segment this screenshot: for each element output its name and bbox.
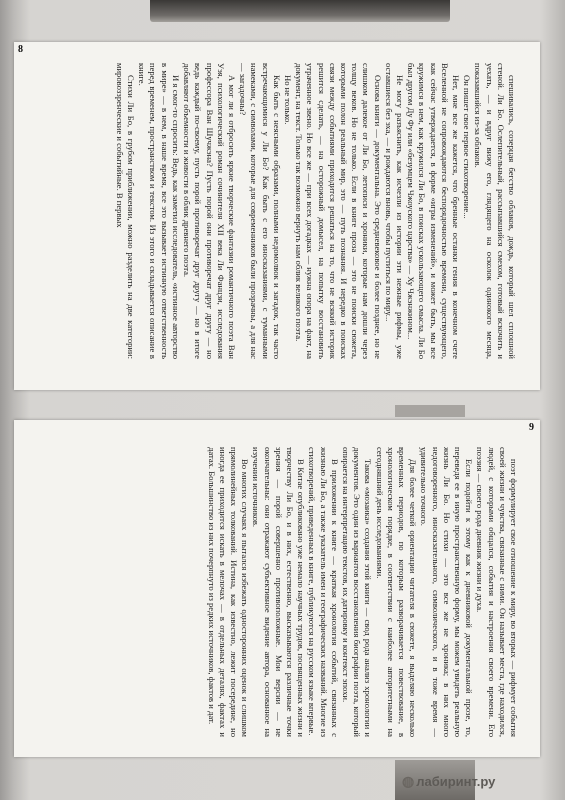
paragraph: Если подойти к этому как к дневниковой документальной прозе, то, переведя ее в иную пространственную форму, мы можем увидеть реальную жизнь Ли Бо. Но стихи — это все же не хроника; в них много недоговоренного, иносказательного, символического, и в тоже время — удивительно точного. <box>419 446 475 737</box>
paragraph: Такова «мозаика» создания этой книги — свод рода анализ хронологии и документов. Это один из вариантов восстановления биографии поэта, который опирается на интерпретацию текстов, их датировку и контекст эпохи. <box>340 446 374 737</box>
watermark-text: лабиринт.ру <box>416 774 496 789</box>
binder-clip-top <box>150 0 450 22</box>
binder-clip-middle <box>395 405 465 417</box>
paragraph: Основа книги — документальна. Это средневековое и более позднее, но не слишком далекое от Ли Бо, летописи и хроники, которые нам дошли через толщу веков. Но не только. Если в книге проза — это не поиски сюжета, которыми полон реальный мир, это — путь познания. И нередко в поисках связи между событиями приходится решаться на то, что не всякий историк решится сделать, — на осторожный домысел, на попытку восстановить утраченное звено. Но все же — при всех догадках — нужна опора на факт, на документ, на текст. Только так возможно вернуть нам облик великого поэта. <box>294 63 383 359</box>
paragraph: И я смог-то спросить: Ведь, как заметил исследователь, «истинное авторство в мире» — в нем, в наше время, все это вызывает истинную ответственность перед временем, пространством и текстом. Из этого и складывается описание в книге. <box>137 63 181 359</box>
book-page-left <box>14 42 540 390</box>
paragraph: Для более четкой ориентации читателя в сюжете, я выделяю несколько временных периодов, по которым разворачивается повествование, в хронологическом порядке, в соответствии с наиболее авторитетными на сегодняшний день исследованиями. <box>374 446 419 737</box>
book-page-right <box>14 420 540 757</box>
paragraph: Он пишет свое первое стихотворение... <box>462 75 473 219</box>
paragraph: Как быть с неясными образами, полными недомолвок и загадок, так часто встречающимися у Ли Бо? Как быть с его иносказаниями, с туманными намеками, с символами, которые для современников были прозрачны, а для нас — загадочны? <box>238 63 282 359</box>
paragraph: А мог ли я отбросить яркие творческие фантазии романтичного поэта Ван Уэя, психологический роман сочинителя XII века Ли Фанцзи, исследования профессора Ван Шучжэна? Пусть порой они противоречат друг другу — но ведь каждый по-своему, пусть порой противоречат друг другу — но в итоге добавляют объемности и живости в облик древнего поэта. <box>182 63 237 359</box>
paragraph: Во многих случаях я пытался избежать односторонних оценок и слишком прямолинейных толкований. Истина, как известно, лежит посередине, но иногда ее приходится искать в мелочах — в отдельных деталях, фактах и датах. Большинство из них почерпнуто из редких источников, фактов и дат. <box>206 446 251 737</box>
paragraph: Но не только. <box>282 75 293 125</box>
page-number: 9 <box>529 422 534 433</box>
watermark <box>402 773 495 790</box>
paragraph: спешивались, созерцая бегство облаков, дождь, который шел сплошной стеной. Ли Бо. Ослепительный, рассыпавшийся смехом, готовый вскочить и уехать, — и вдруг вижу его, глядящего на осколок одинокого месяца, показавшийся из-за облаков. <box>473 63 517 359</box>
page-number: 8 <box>18 44 23 55</box>
paragraph: поэт формулирует свое отношение к миру, во вторых — рифмует события своей жизни и чувства, связанные с ними. Он называет места, где находился, людей, с которыми общался, события и настроения своего времени. Его поэзия — своего рода дневник жизни и духа. <box>475 446 519 737</box>
paragraph: В приложении к книге — краткая хронология событий, связанных с жизнью Ли Бо, а также указатель имен и географических названий. Многие из стихотворений, приведенных в книге, публикуются на русском языке впервые. <box>307 446 340 737</box>
labirint-logo-icon: ◍ <box>402 773 415 789</box>
paragraph: Нет, мне все же кажется, что бренные останки гения в конечном счете Вселенной не сопровождаются беспорядочностью времени, существующего, как сейчас утверждается, в форме «игры изменений», и может быть, мы все кружимся в нем, как кружился Ли Бо, в поисках ускользающего смысла. Ли Бо был другом Ду Фу или «безумцем Чжоуского царства» — Ху Чжэнжином... <box>406 63 461 359</box>
paragraph: Не могу разъяснить, как исчезли из истории эти нежные рифмы, уже оставшиеся без эха, — и рождаются вновь, чтобы пуститься по миру... <box>383 63 405 359</box>
page-text-block <box>27 55 527 377</box>
page-text-block <box>27 431 527 747</box>
paragraph: В Китае опубликовано уже немало научных трудов, посвященных жизни и творчеству Ли Бо, и в них, естественно, высказываются различные точки зрения — порой совершенно противоположные. Мои версии — не окончательны: они отражают субъективное видение автора, основанное на изучении источников. <box>251 446 307 737</box>
paragraph: Стихи Ли Бо, в грубом приближении, можно разделить на две категории: мировоззренческие и событийные. В первых <box>114 63 137 359</box>
